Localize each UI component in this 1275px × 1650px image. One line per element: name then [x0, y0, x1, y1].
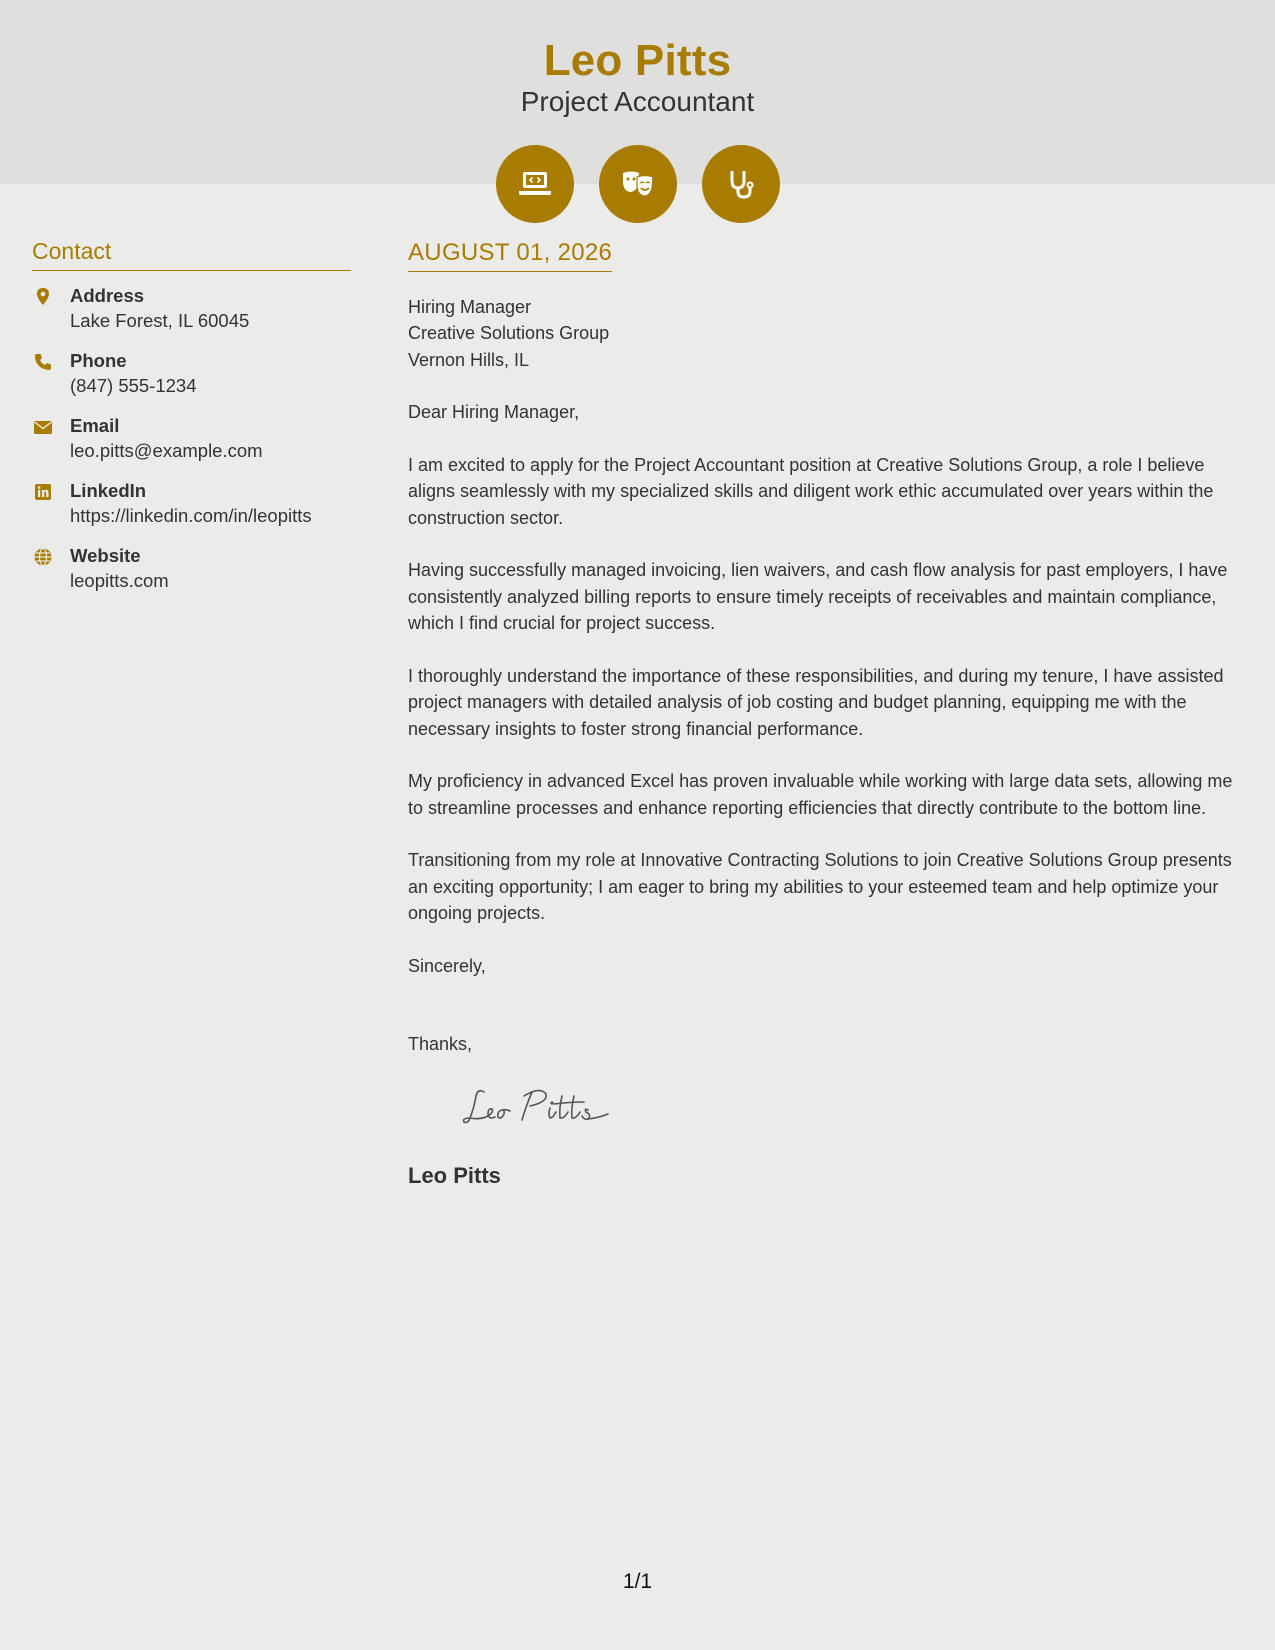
contact-address [32, 283, 351, 333]
letter-paragraph: My proficiency in advanced Excel has proven invaluable while working with large data sets, allowing me to streamline processes and enhance reporting efficiencies that directly contribute to the bottom line. [408, 771, 1233, 818]
contact-value: leopitts.com [70, 570, 169, 591]
letter-body [408, 240, 1246, 1190]
date-block [408, 240, 612, 272]
contact-website [32, 543, 351, 593]
contact-value: (847) 555-1234 [70, 375, 197, 396]
contact-value: https://linkedin.com/in/leopitts [70, 505, 312, 526]
laptop-code-icon [496, 145, 574, 223]
page-number: 1/1 [622, 1570, 653, 1593]
contact-value: Lake Forest, IL 60045 [70, 310, 250, 331]
recipient-line: Creative Solutions Group [408, 323, 610, 343]
map-pin-icon [32, 286, 54, 308]
theater-masks-icon [599, 145, 677, 223]
contact-phone [32, 348, 351, 398]
stethoscope-icon [702, 145, 780, 223]
recipient-block [408, 294, 1246, 374]
job-title: Project Accountant [520, 86, 755, 117]
contact-label: Address [70, 285, 145, 306]
globe-icon [32, 546, 54, 568]
signer-name: Leo Pitts [408, 1163, 501, 1188]
letter-paragraph: I thoroughly understand the importance of these responsibilities, and during my tenure, I have assisted project managers with detailed analysis of job costing and budget planning, equipping me with the necessary insights to foster strong financial performance. [408, 665, 1224, 739]
contact-heading: Contact [32, 238, 351, 271]
contact-linkedin [32, 478, 351, 528]
contact-list [32, 283, 351, 593]
contact-email [32, 413, 351, 463]
closing: Sincerely, [408, 955, 486, 976]
envelope-icon [32, 416, 54, 438]
contact-label: Email [70, 415, 120, 436]
contact-label: Website [70, 545, 141, 566]
recipient-line: Vernon Hills, IL [408, 349, 530, 370]
letter-paragraph: I am excited to apply for the Project Accountant position at Creative Solutions Group, a role I believe aligns seamlessly with my specialized skills and diligent work ethic accumulated over years within the construction sector. [408, 454, 1214, 528]
letter-paragraph: Having successfully managed invoicing, lien waivers, and cash flow analysis for past employers, I have consistently analyzed billing reports to ensure timely receipts of receivables and maintain compliance, which I find crucial for project success. [408, 560, 1228, 633]
contact-label: Phone [70, 350, 127, 371]
phone-icon [32, 351, 54, 373]
letter-paragraph: Transitioning from my role at Innovative Contracting Solutions to join Creative Solutions Group presents an exciting opportunity; I am eager to bring my abilities to your esteemed team and help optimize your ongoing projects. [408, 850, 1232, 923]
contact-value: leo.pitts@example.com [70, 440, 263, 461]
contact-label: LinkedIn [70, 480, 147, 501]
salutation: Dear Hiring Manager, [408, 402, 580, 422]
handwritten-signature [458, 1078, 1246, 1142]
candidate-name: Leo Pitts [543, 36, 732, 85]
interest-icons [0, 145, 1275, 223]
linkedin-icon [32, 481, 54, 503]
letter-date: AUGUST 01, 2026 [408, 239, 613, 266]
thanks: Thanks, [408, 1034, 473, 1054]
recipient-line: Hiring Manager [408, 296, 532, 317]
contact-sidebar [32, 238, 351, 608]
